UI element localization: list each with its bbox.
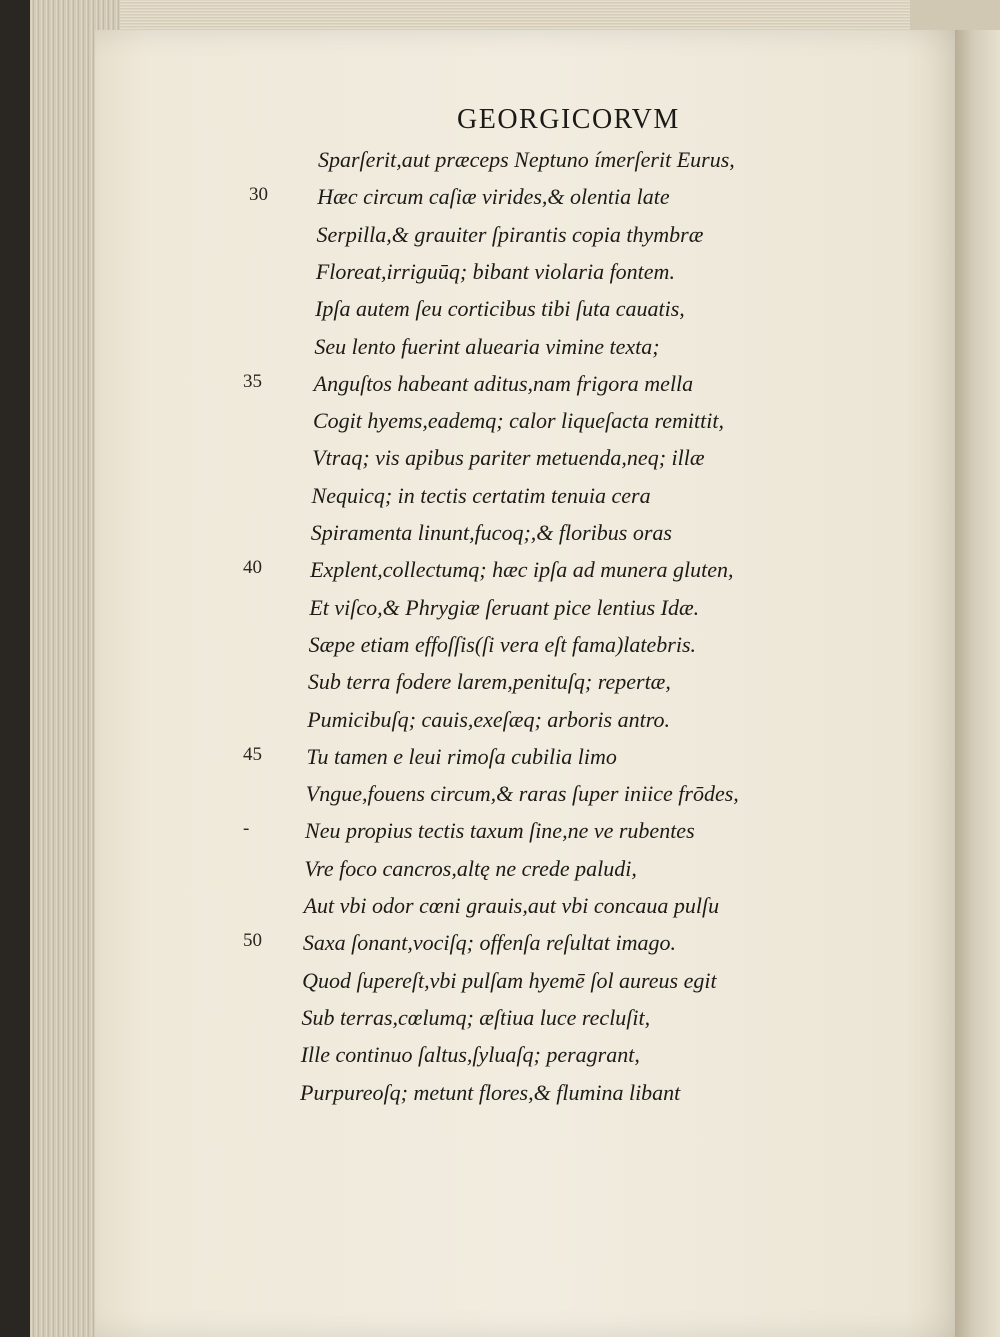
line-number: 40 [243,557,262,579]
verse-line [0,632,1000,662]
verse-line [0,1005,1000,1035]
verse-line [0,1080,1000,1110]
verse-line [0,930,1000,960]
verse-line [0,184,1000,214]
verse-line [0,818,1000,848]
verse-line [0,1042,1000,1072]
running-head: GEORGICORVM [457,104,680,135]
verse-line [0,222,1000,252]
verse-line [0,334,1000,364]
verse-text: Sparſerit,aut præceps Neptuno ímerſerit Eurus, [318,147,735,172]
verse-text: Vre foco cancros,altę ne crede paludi, [304,855,637,881]
verse-line [0,893,1000,923]
verse-line [0,371,1000,401]
verse-text: Explent,collectumq; hæc ipſa ad munera gluten, [310,557,734,583]
verse-text: Floreat,irriguūq; bibant violaria fontem. [315,258,675,284]
verse-text: Quod ſupereſt,vbi pulſam hyemē ſol aureus egit [302,967,717,993]
verse-text: Sub terra fodere larem,penituſq; repertæ, [307,669,671,695]
verse-text: Anguſtos habeant aditus,nam frigora mella [313,370,694,396]
verse-text: Et viſco,& Phrygiæ ſeruant pice lentius Idæ. [309,594,700,620]
verse-line [0,744,1000,774]
verse-text: Cogit hyems,eademq; calor liqueſacta remittit, [312,408,724,434]
line-number: - [243,818,250,840]
verse-line [0,669,1000,699]
verse-text: Nequicq; in tectis certatim tenuia cera [311,482,651,508]
verse-text: Saxa ſonant,vociſq; offenſa reſultat imago. [302,930,677,956]
verse-line [0,595,1000,625]
verse-line [0,856,1000,886]
verse-line [0,968,1000,998]
verse-text: Hæc circum caſiæ virides,& olentia late [317,184,670,210]
verse-text: Pumicibuſq; cauis,exeſæq; arboris antro. [307,706,670,732]
verse-text: Serpilla,& grauiter ſpirantis copia thymbræ [316,221,704,247]
verse-line [0,259,1000,289]
line-number: 50 [243,930,262,952]
verse-text: Vtraq; vis apibus pariter metuenda,neq; illæ [312,445,705,471]
verse-text: Neu propius tectis taxum ſine,ne ve rubentes [305,818,695,844]
verse-line [0,445,1000,475]
verse-line [0,483,1000,513]
verse-line [0,147,1000,177]
line-number: 30 [249,184,268,206]
verse-text: Ipſa autem ſeu corticibus tibi ſuta cauatis, [315,296,685,322]
verse-text: Sub terras,cœlumq; æſtiua luce recluſit, [301,1004,651,1030]
verse-text: Aut vbi odor cœni grauis,aut vbi concaua pulſu [303,893,720,918]
verse-line [0,781,1000,811]
line-number: 35 [243,370,262,392]
verse-text: Spiramenta linunt,fucoq;,& floribus oras [310,520,672,545]
verse-text: Seu lento fuerint aluearia vimine texta; [314,333,660,359]
line-number: 45 [243,743,262,765]
verse-text: Tu tamen e leui rimoſa cubilia limo [306,743,617,769]
verse-text: Sæpe etiam effoſſis(ſi vera eſt fama)latebris. [308,631,697,657]
verse-text: Ille continuo ſaltus,ſyluaſq; peragrant, [300,1042,640,1068]
verse-text: Vngue,fouens circum,& raras ſuper iniice frōdes, [305,781,739,807]
verse-line [0,296,1000,326]
verse-text: Purpureoſq; metunt flores,& flumina libant [300,1079,681,1105]
verse-line [0,557,1000,587]
verse-line [0,707,1000,737]
verse-line [0,408,1000,438]
verse-line [0,520,1000,550]
